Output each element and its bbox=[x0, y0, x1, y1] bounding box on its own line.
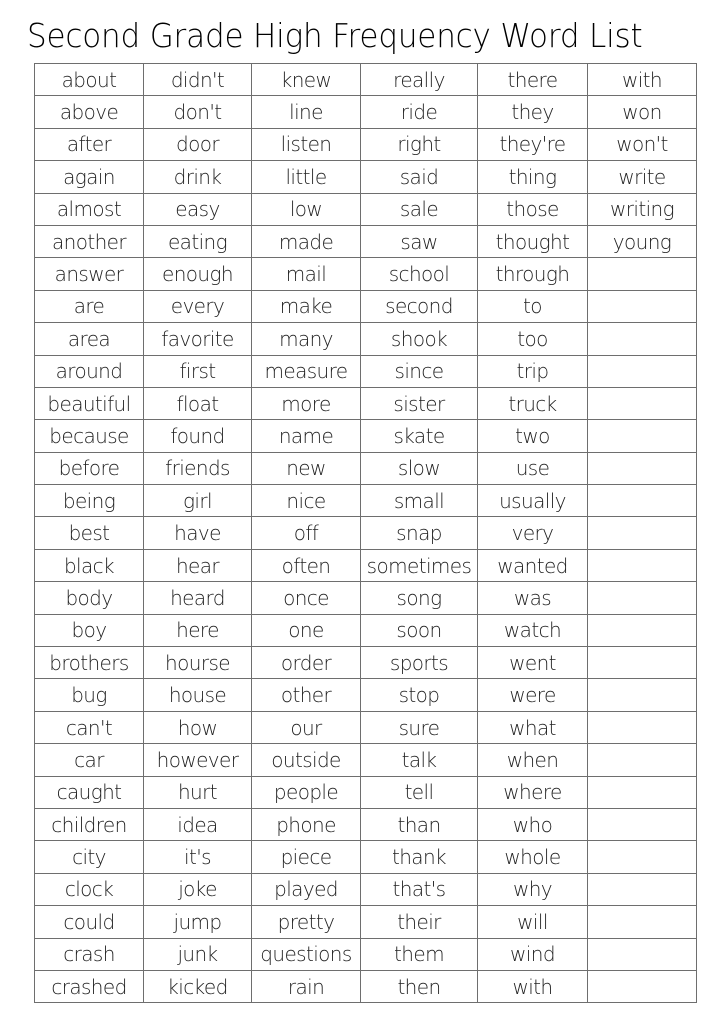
word-cell: another bbox=[35, 225, 144, 257]
word-cell: joke bbox=[144, 873, 252, 905]
word-cell: tell bbox=[361, 776, 478, 808]
word-cell: watch bbox=[478, 614, 588, 646]
word-cell: sports bbox=[361, 647, 478, 679]
table-row bbox=[35, 776, 697, 808]
word-cell: talk bbox=[361, 744, 478, 776]
word-cell bbox=[588, 258, 697, 290]
word-cell: hourse bbox=[144, 647, 252, 679]
word-cell: second bbox=[361, 290, 478, 322]
word-cell: will bbox=[478, 906, 588, 938]
word-cell: it's bbox=[144, 841, 252, 873]
word-cell: listen bbox=[252, 128, 361, 160]
word-cell: clock bbox=[35, 873, 144, 905]
word-cell: car bbox=[35, 744, 144, 776]
word-cell: name bbox=[252, 420, 361, 452]
word-cell bbox=[588, 776, 697, 808]
word-cell: often bbox=[252, 549, 361, 581]
word-cell: many bbox=[252, 323, 361, 355]
word-cell: there bbox=[478, 64, 588, 96]
word-cell bbox=[588, 517, 697, 549]
word-cell: their bbox=[361, 906, 478, 938]
word-cell: slow bbox=[361, 452, 478, 484]
word-cell: made bbox=[252, 225, 361, 257]
word-cell: they bbox=[478, 96, 588, 128]
table-row bbox=[35, 841, 697, 873]
word-cell: small bbox=[361, 485, 478, 517]
word-cell: thing bbox=[478, 161, 588, 193]
word-cell: saw bbox=[361, 225, 478, 257]
word-cell: rain bbox=[252, 970, 361, 1002]
word-cell: crash bbox=[35, 938, 144, 970]
word-cell: snap bbox=[361, 517, 478, 549]
word-cell: said bbox=[361, 161, 478, 193]
word-cell: won't bbox=[588, 128, 697, 160]
word-cell: bug bbox=[35, 679, 144, 711]
word-cell: outside bbox=[252, 744, 361, 776]
page-title: Second Grade High Frequency Word List bbox=[27, 16, 643, 55]
word-cell bbox=[588, 711, 697, 743]
word-cell: city bbox=[35, 841, 144, 873]
word-cell: people bbox=[252, 776, 361, 808]
word-cell: off bbox=[252, 517, 361, 549]
word-cell bbox=[588, 647, 697, 679]
word-cell bbox=[588, 387, 697, 419]
word-cell: with bbox=[478, 970, 588, 1002]
word-cell: float bbox=[144, 387, 252, 419]
word-cell: our bbox=[252, 711, 361, 743]
table-row bbox=[35, 96, 697, 128]
table-row bbox=[35, 873, 697, 905]
word-cell: piece bbox=[252, 841, 361, 873]
word-cell: through bbox=[478, 258, 588, 290]
word-cell: being bbox=[35, 485, 144, 517]
table-row bbox=[35, 161, 697, 193]
word-cell: they're bbox=[478, 128, 588, 160]
word-cell: could bbox=[35, 906, 144, 938]
word-cell: usually bbox=[478, 485, 588, 517]
word-cell: hurt bbox=[144, 776, 252, 808]
table-row bbox=[35, 549, 697, 581]
word-cell: then bbox=[361, 970, 478, 1002]
table-row bbox=[35, 387, 697, 419]
word-list-body bbox=[35, 64, 697, 1003]
word-cell: one bbox=[252, 614, 361, 646]
word-cell: thank bbox=[361, 841, 478, 873]
table-row bbox=[35, 517, 697, 549]
word-cell: crashed bbox=[35, 970, 144, 1002]
word-cell: stop bbox=[361, 679, 478, 711]
word-cell: heard bbox=[144, 582, 252, 614]
word-cell: new bbox=[252, 452, 361, 484]
word-cell: phone bbox=[252, 808, 361, 840]
word-cell: wind bbox=[478, 938, 588, 970]
word-cell: answer bbox=[35, 258, 144, 290]
word-cell: have bbox=[144, 517, 252, 549]
word-cell: very bbox=[478, 517, 588, 549]
word-cell: questions bbox=[252, 938, 361, 970]
word-cell: who bbox=[478, 808, 588, 840]
word-cell: trip bbox=[478, 355, 588, 387]
word-cell: that's bbox=[361, 873, 478, 905]
word-cell: can't bbox=[35, 711, 144, 743]
word-cell: sure bbox=[361, 711, 478, 743]
table-row bbox=[35, 290, 697, 322]
word-cell: school bbox=[361, 258, 478, 290]
word-cell: were bbox=[478, 679, 588, 711]
word-cell: junk bbox=[144, 938, 252, 970]
word-cell: hear bbox=[144, 549, 252, 581]
word-cell bbox=[588, 841, 697, 873]
word-cell: shook bbox=[361, 323, 478, 355]
word-cell: however bbox=[144, 744, 252, 776]
word-cell: beautiful bbox=[35, 387, 144, 419]
word-cell: sometimes bbox=[361, 549, 478, 581]
word-cell: write bbox=[588, 161, 697, 193]
word-cell: drink bbox=[144, 161, 252, 193]
table-row bbox=[35, 808, 697, 840]
table-row bbox=[35, 420, 697, 452]
word-cell: too bbox=[478, 323, 588, 355]
table-row bbox=[35, 744, 697, 776]
word-cell: went bbox=[478, 647, 588, 679]
table-row bbox=[35, 582, 697, 614]
word-cell bbox=[588, 323, 697, 355]
word-cell: once bbox=[252, 582, 361, 614]
word-cell: ride bbox=[361, 96, 478, 128]
word-cell: whole bbox=[478, 841, 588, 873]
word-cell bbox=[588, 873, 697, 905]
word-cell: caught bbox=[35, 776, 144, 808]
word-cell: writing bbox=[588, 193, 697, 225]
word-cell: where bbox=[478, 776, 588, 808]
word-cell: when bbox=[478, 744, 588, 776]
word-cell: won bbox=[588, 96, 697, 128]
word-cell: children bbox=[35, 808, 144, 840]
word-cell: door bbox=[144, 128, 252, 160]
word-cell bbox=[588, 290, 697, 322]
word-cell: are bbox=[35, 290, 144, 322]
word-cell: make bbox=[252, 290, 361, 322]
word-cell: after bbox=[35, 128, 144, 160]
word-cell: nice bbox=[252, 485, 361, 517]
word-cell: really bbox=[361, 64, 478, 96]
word-cell: sister bbox=[361, 387, 478, 419]
word-cell: every bbox=[144, 290, 252, 322]
word-cell: little bbox=[252, 161, 361, 193]
word-cell: than bbox=[361, 808, 478, 840]
word-cell: friends bbox=[144, 452, 252, 484]
word-cell: to bbox=[478, 290, 588, 322]
table-row bbox=[35, 452, 697, 484]
word-cell: don't bbox=[144, 96, 252, 128]
word-cell: about bbox=[35, 64, 144, 96]
table-row bbox=[35, 64, 697, 96]
word-cell: two bbox=[478, 420, 588, 452]
word-cell: favorite bbox=[144, 323, 252, 355]
word-cell bbox=[588, 485, 697, 517]
table-row bbox=[35, 193, 697, 225]
word-cell: house bbox=[144, 679, 252, 711]
word-cell: eating bbox=[144, 225, 252, 257]
word-cell: thought bbox=[478, 225, 588, 257]
word-cell: more bbox=[252, 387, 361, 419]
word-cell: didn't bbox=[144, 64, 252, 96]
word-cell: measure bbox=[252, 355, 361, 387]
table-row bbox=[35, 225, 697, 257]
table-row bbox=[35, 614, 697, 646]
table-row bbox=[35, 128, 697, 160]
word-cell: body bbox=[35, 582, 144, 614]
word-cell: order bbox=[252, 647, 361, 679]
word-cell: enough bbox=[144, 258, 252, 290]
table-row bbox=[35, 258, 697, 290]
word-cell: jump bbox=[144, 906, 252, 938]
word-cell: pretty bbox=[252, 906, 361, 938]
word-cell: truck bbox=[478, 387, 588, 419]
word-cell: them bbox=[361, 938, 478, 970]
word-cell: line bbox=[252, 96, 361, 128]
word-cell: was bbox=[478, 582, 588, 614]
word-cell: knew bbox=[252, 64, 361, 96]
word-cell bbox=[588, 808, 697, 840]
word-cell bbox=[588, 906, 697, 938]
word-list-table bbox=[34, 63, 697, 1003]
word-cell bbox=[588, 679, 697, 711]
word-cell: with bbox=[588, 64, 697, 96]
word-cell: around bbox=[35, 355, 144, 387]
word-cell: best bbox=[35, 517, 144, 549]
word-cell bbox=[588, 614, 697, 646]
word-cell: above bbox=[35, 96, 144, 128]
table-row bbox=[35, 906, 697, 938]
word-cell: kicked bbox=[144, 970, 252, 1002]
table-row bbox=[35, 485, 697, 517]
word-cell bbox=[588, 582, 697, 614]
word-cell bbox=[588, 970, 697, 1002]
word-cell: found bbox=[144, 420, 252, 452]
word-cell bbox=[588, 355, 697, 387]
word-cell: wanted bbox=[478, 549, 588, 581]
word-cell bbox=[588, 452, 697, 484]
word-cell: mail bbox=[252, 258, 361, 290]
table-row bbox=[35, 355, 697, 387]
word-cell: right bbox=[361, 128, 478, 160]
word-cell: young bbox=[588, 225, 697, 257]
word-cell: skate bbox=[361, 420, 478, 452]
word-cell: soon bbox=[361, 614, 478, 646]
word-cell: boy bbox=[35, 614, 144, 646]
word-cell: low bbox=[252, 193, 361, 225]
table-row bbox=[35, 647, 697, 679]
table-row bbox=[35, 323, 697, 355]
word-cell: played bbox=[252, 873, 361, 905]
word-cell: since bbox=[361, 355, 478, 387]
word-cell: girl bbox=[144, 485, 252, 517]
word-cell: here bbox=[144, 614, 252, 646]
word-cell: brothers bbox=[35, 647, 144, 679]
word-cell: again bbox=[35, 161, 144, 193]
word-cell: what bbox=[478, 711, 588, 743]
word-cell: almost bbox=[35, 193, 144, 225]
word-cell: use bbox=[478, 452, 588, 484]
word-cell: how bbox=[144, 711, 252, 743]
table-row bbox=[35, 711, 697, 743]
word-cell: first bbox=[144, 355, 252, 387]
word-cell: sale bbox=[361, 193, 478, 225]
table-row bbox=[35, 970, 697, 1002]
word-cell bbox=[588, 744, 697, 776]
word-cell: easy bbox=[144, 193, 252, 225]
word-cell: because bbox=[35, 420, 144, 452]
word-cell bbox=[588, 420, 697, 452]
word-cell: idea bbox=[144, 808, 252, 840]
word-cell bbox=[588, 549, 697, 581]
table-row bbox=[35, 679, 697, 711]
word-cell: area bbox=[35, 323, 144, 355]
word-cell: song bbox=[361, 582, 478, 614]
table-row bbox=[35, 938, 697, 970]
word-cell: why bbox=[478, 873, 588, 905]
word-cell: before bbox=[35, 452, 144, 484]
word-cell bbox=[588, 938, 697, 970]
word-cell: those bbox=[478, 193, 588, 225]
word-cell: black bbox=[35, 549, 144, 581]
word-cell: other bbox=[252, 679, 361, 711]
